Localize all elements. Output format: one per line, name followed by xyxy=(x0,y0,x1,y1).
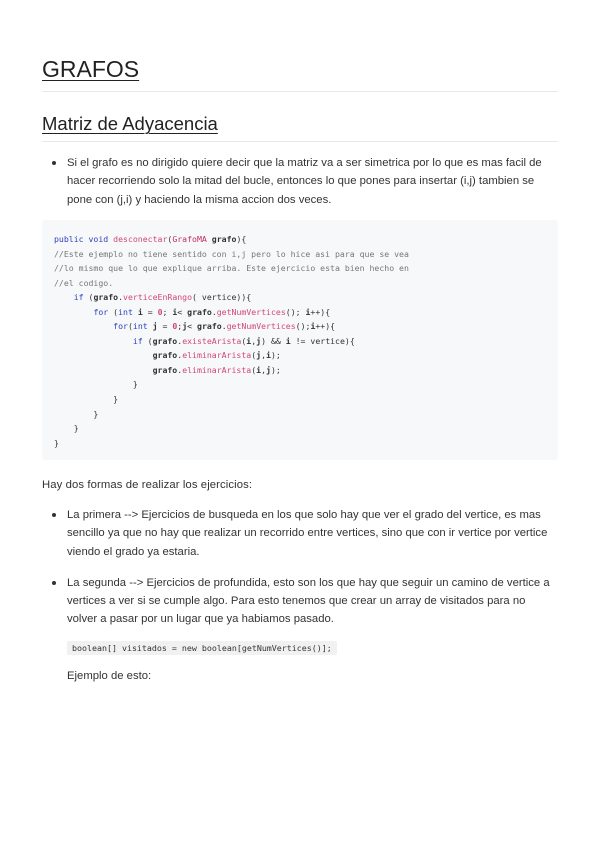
code-line-4: //el codigo. xyxy=(54,277,114,288)
code-line-12: } xyxy=(54,394,119,405)
code-line-13: } xyxy=(54,408,99,419)
paragraph: Hay dos formas de realizar los ejercicios: xyxy=(42,479,253,491)
code-content xyxy=(54,232,546,450)
code-line-11: } xyxy=(54,379,138,390)
inline-code: boolean[] visitados = new boolean[getNumVertices()]; xyxy=(67,641,337,655)
bullet-list-2 xyxy=(42,506,558,642)
example-label: Ejemplo de esto: xyxy=(67,670,152,682)
code-line-10: grafo.eliminarArista(i,j); xyxy=(152,364,281,375)
code-line-3: //lo mismo que lo que explique arriba. Este ejercicio esta bien hecho en xyxy=(54,263,409,274)
code-line-9: grafo.eliminarArista(j,i); xyxy=(152,350,281,361)
list-item: La segunda --> Ejercicios de profundida, esto son los que hay que seguir un camino de vertice a vertices a ver si se cumple algo. Para esto tenemos que crear un array de visitados para no volver a pasar por un lugar que ya habiamos pasado. xyxy=(42,574,558,629)
list-item: Si el grafo es no dirigido quiere decir que la matriz va a ser simetrica por lo que es mas facil de hacer recorriendo solo la mitad del bucle, entonces lo que pones para insertar (i,j) tambien se pone con (j,i) y haciendo la misma accion dos veces. xyxy=(42,154,558,209)
code-line-5: if (grafo.verticeEnRango( vertice)){ xyxy=(73,292,252,303)
page-title: GRAFOS xyxy=(42,56,558,92)
section-title: Matriz de Adyacencia xyxy=(42,113,558,142)
code-line-1: public void desconectar(GrafoMA grafo){ xyxy=(54,234,247,244)
code-line-15: } xyxy=(54,437,59,448)
code-line-14: } xyxy=(54,423,79,434)
code-line-8: if (grafo.existeArista(i,j) && i != vertice){ xyxy=(132,335,355,346)
code-line-7: for(int j = 0;j< grafo.getNumVertices();i++){ xyxy=(113,321,336,332)
code-line-2: //Este ejemplo no tiene sentido con i,j pero lo hice asi para que se vea xyxy=(54,248,409,259)
code-line-6: for (int i = 0; i< grafo.getNumVertices(); i++){ xyxy=(93,306,331,317)
code-block xyxy=(42,220,558,460)
bullet-list-1 xyxy=(42,154,558,209)
list-item: La primera --> Ejercicios de busqueda en los que solo hay que ver el grado del vertice, es mas sencillo ya que no hay que realizar un recorrido entre vertices, sino que con ir vertice por vertice viendo el grado ya estaria. xyxy=(42,506,558,561)
